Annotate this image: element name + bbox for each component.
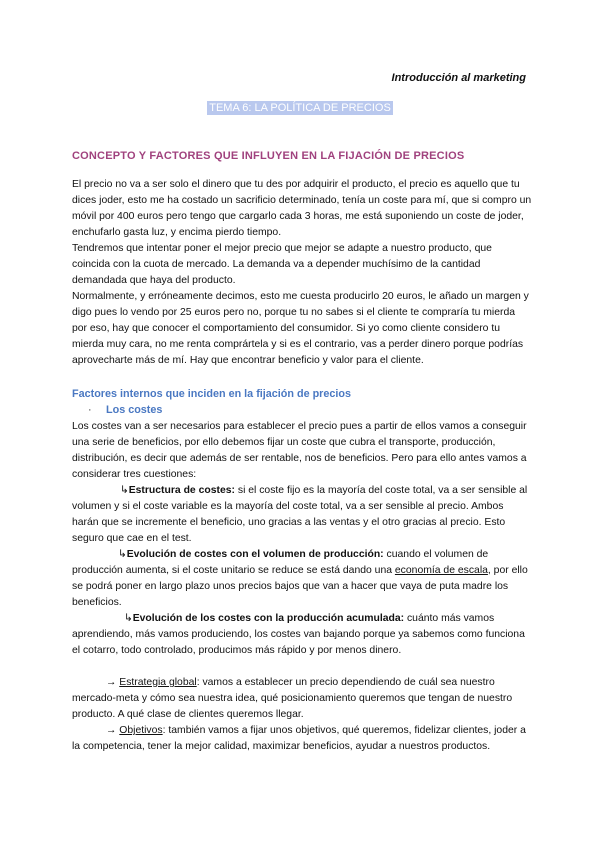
objectives-item xyxy=(72,723,532,755)
arrow-return-icon: ↳ xyxy=(124,613,133,624)
item-text: , por ello se podrá poner en largo plazo unos precios bajos que van a hacer que vaya de puta madre los beneficios. xyxy=(72,565,528,608)
intro-paragraph: El precio no va a ser solo el dinero que tu des por adquirir el producto, el precio es aquello que tu dices joder, esto me ha costado un sacrificio determinado, tenía un coste para mí, que si compro un móvil por 400 euros pero tengo que cargarlo cada 3 horas, me está suponiendo un coste de joder, enchufarlo gasta luz, y encima pierdo tiempo. xyxy=(72,179,532,238)
arrow-return-icon: ↳ xyxy=(118,549,127,560)
item-label: Estructura de costes: xyxy=(128,485,235,496)
course-header: Introducción al marketing xyxy=(391,72,526,84)
item-label: Estrategia global xyxy=(119,677,197,688)
costs-bullet-label: Los costes xyxy=(106,404,163,416)
costs-bullet xyxy=(88,404,162,416)
arrow-right-icon: → xyxy=(106,677,117,688)
page-title xyxy=(0,102,600,114)
costs-intro: Los costes van a ser necesarios para establecer el precio pues a partir de ellos vamos a conseguir una serie de beneficios, por ello debemos fijar un coste que cubra el transporte, producción, distribución, es decir que además de ser rentable, nos de beneficios. Pero para ello antes vamos a considerar tres cuestiones: xyxy=(72,421,527,480)
bullet-dot-icon: · xyxy=(88,404,92,416)
accumulated-production-item xyxy=(72,611,532,659)
item-label: Evolución de los costes con la producción acumulada: xyxy=(132,613,405,624)
internal-factors-heading: Factores internos que inciden en la fijación de precios xyxy=(72,388,351,400)
item-text: : vamos a establecer un precio dependiendo de cuál sea nuestro mercado-meta y cómo sea nuestra idea, qué posicionamiento queremos que tengan de nuestro producto. A qué clase de clientes queremos llegar. xyxy=(72,677,513,720)
section-heading: CONCEPTO Y FACTORES QUE INFLUYEN EN LA FIJACIÓN DE PRECIOS xyxy=(72,150,465,162)
item-text: cuando el volumen de producción aumenta, si el coste unitario se reduce se está dando una xyxy=(72,549,489,576)
item-label: Evolución de costes con el volumen de producción: xyxy=(126,549,384,560)
page-title-highlight: TEMA 6: LA POLÍTICA DE PRECIOS xyxy=(209,102,391,114)
intro-paragraph: Tendremos que intentar poner el mejor precio que mejor se adapte a nuestro producto, que coincida con la cuota de mercado. La demanda va a depender muchísimo de la cantidad demandada que haya del producto. xyxy=(72,243,492,286)
intro-paragraph: Normalmente, y erróneamente decimos, esto me cuesta producirlo 20 euros, le añado un margen y digo pues lo vendo por 25 euros pero no, porque tu no sabes si el cliente te compraría tu mierda por eso, hay que conocer el comportamiento del consumidor. Si yo como cliente considero tu mierda muy cara, no me renta comprártela y si es el contrario, vas a perder dinero porque podrías aprovecharte más de mí. Hay que encontrar beneficio y valor para el cliente. xyxy=(72,291,529,366)
cost-structure-item xyxy=(72,483,532,547)
item-text: si el coste fijo es la mayoría del coste total, va a ser sensible al volumen y si el coste variable es la mayoría del coste total, va a ser sensible al precio. Ambos harán que se incremente el beneficio, uno gracias a las ventas y el otro gracias al precio. Esto seguro que cae en el test. xyxy=(72,485,528,544)
volume-evolution-item xyxy=(72,547,532,611)
global-strategy-item xyxy=(72,675,532,723)
arrow-return-icon: ↳ xyxy=(120,485,129,496)
intro-text xyxy=(72,177,532,369)
item-text: cuánto más vamos aprendiendo, más vamos produciendo, los costes van bajando porque ya sabemos como funciona el cotarro, todo controlado, producimos más rápido y por menos dinero. xyxy=(72,613,525,656)
arrow-right-icon: → xyxy=(106,725,117,736)
costs-section xyxy=(72,419,532,755)
item-text: : también vamos a fijar unos objetivos, qué queremos, fidelizar clientes, joder a la competencia, tener la mejor calidad, maximizar beneficios, ayudar a nuestros productos. xyxy=(72,725,526,752)
item-label: Objetivos xyxy=(119,725,163,736)
economy-of-scale-term: economía de escala xyxy=(394,565,488,576)
